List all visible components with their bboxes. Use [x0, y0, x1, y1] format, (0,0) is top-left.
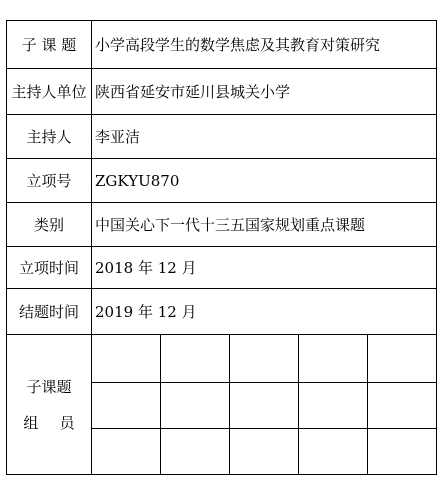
- row-project-number: [7, 159, 437, 203]
- host-value: 李亚洁: [92, 115, 437, 159]
- project-info-table: [6, 20, 437, 475]
- member-cell: [368, 383, 437, 429]
- category-value: 中国关心下一代十三五国家规划重点课题: [92, 203, 437, 247]
- member-cell: [230, 429, 299, 475]
- host-unit-value: 陕西省延安市延川县城关小学: [92, 69, 437, 115]
- project-number-value: ZGKYU870: [92, 159, 437, 203]
- members-row-1: [7, 335, 437, 383]
- member-cell: [230, 383, 299, 429]
- row-approval-date: [7, 247, 437, 289]
- subtopic-label: 子 课 题: [7, 21, 92, 69]
- member-cell: [299, 383, 368, 429]
- category-label: 类别: [7, 203, 92, 247]
- member-cell: [161, 429, 230, 475]
- member-cell: [92, 335, 161, 383]
- member-cell: [92, 383, 161, 429]
- member-cell: [368, 429, 437, 475]
- subtopic-value: 小学高段学生的数学焦虑及其教育对策研究: [92, 21, 437, 69]
- completion-date-value: 2019 年 12 月: [92, 289, 437, 335]
- approval-date-value: 2018 年 12 月: [92, 247, 437, 289]
- members-label-line1: 子课题: [26, 377, 72, 396]
- member-cell: [299, 429, 368, 475]
- row-host: [7, 115, 437, 159]
- host-unit-label: 主持人单位: [7, 69, 92, 115]
- row-completion-date: [7, 289, 437, 335]
- row-subtopic: [7, 21, 437, 69]
- row-category: [7, 203, 437, 247]
- completion-date-label: 结题时间: [7, 289, 92, 335]
- row-host-unit: [7, 69, 437, 115]
- member-cell: [299, 335, 368, 383]
- approval-date-label: 立项时间: [7, 247, 92, 289]
- members-label-line2: 组 员: [23, 413, 83, 432]
- member-cell: [230, 335, 299, 383]
- member-cell: [368, 335, 437, 383]
- project-number-label: 立项号: [7, 159, 92, 203]
- member-cell: [161, 335, 230, 383]
- member-cell: [161, 383, 230, 429]
- member-cell: [92, 429, 161, 475]
- members-label: [7, 335, 92, 475]
- host-label: 主持人: [7, 115, 92, 159]
